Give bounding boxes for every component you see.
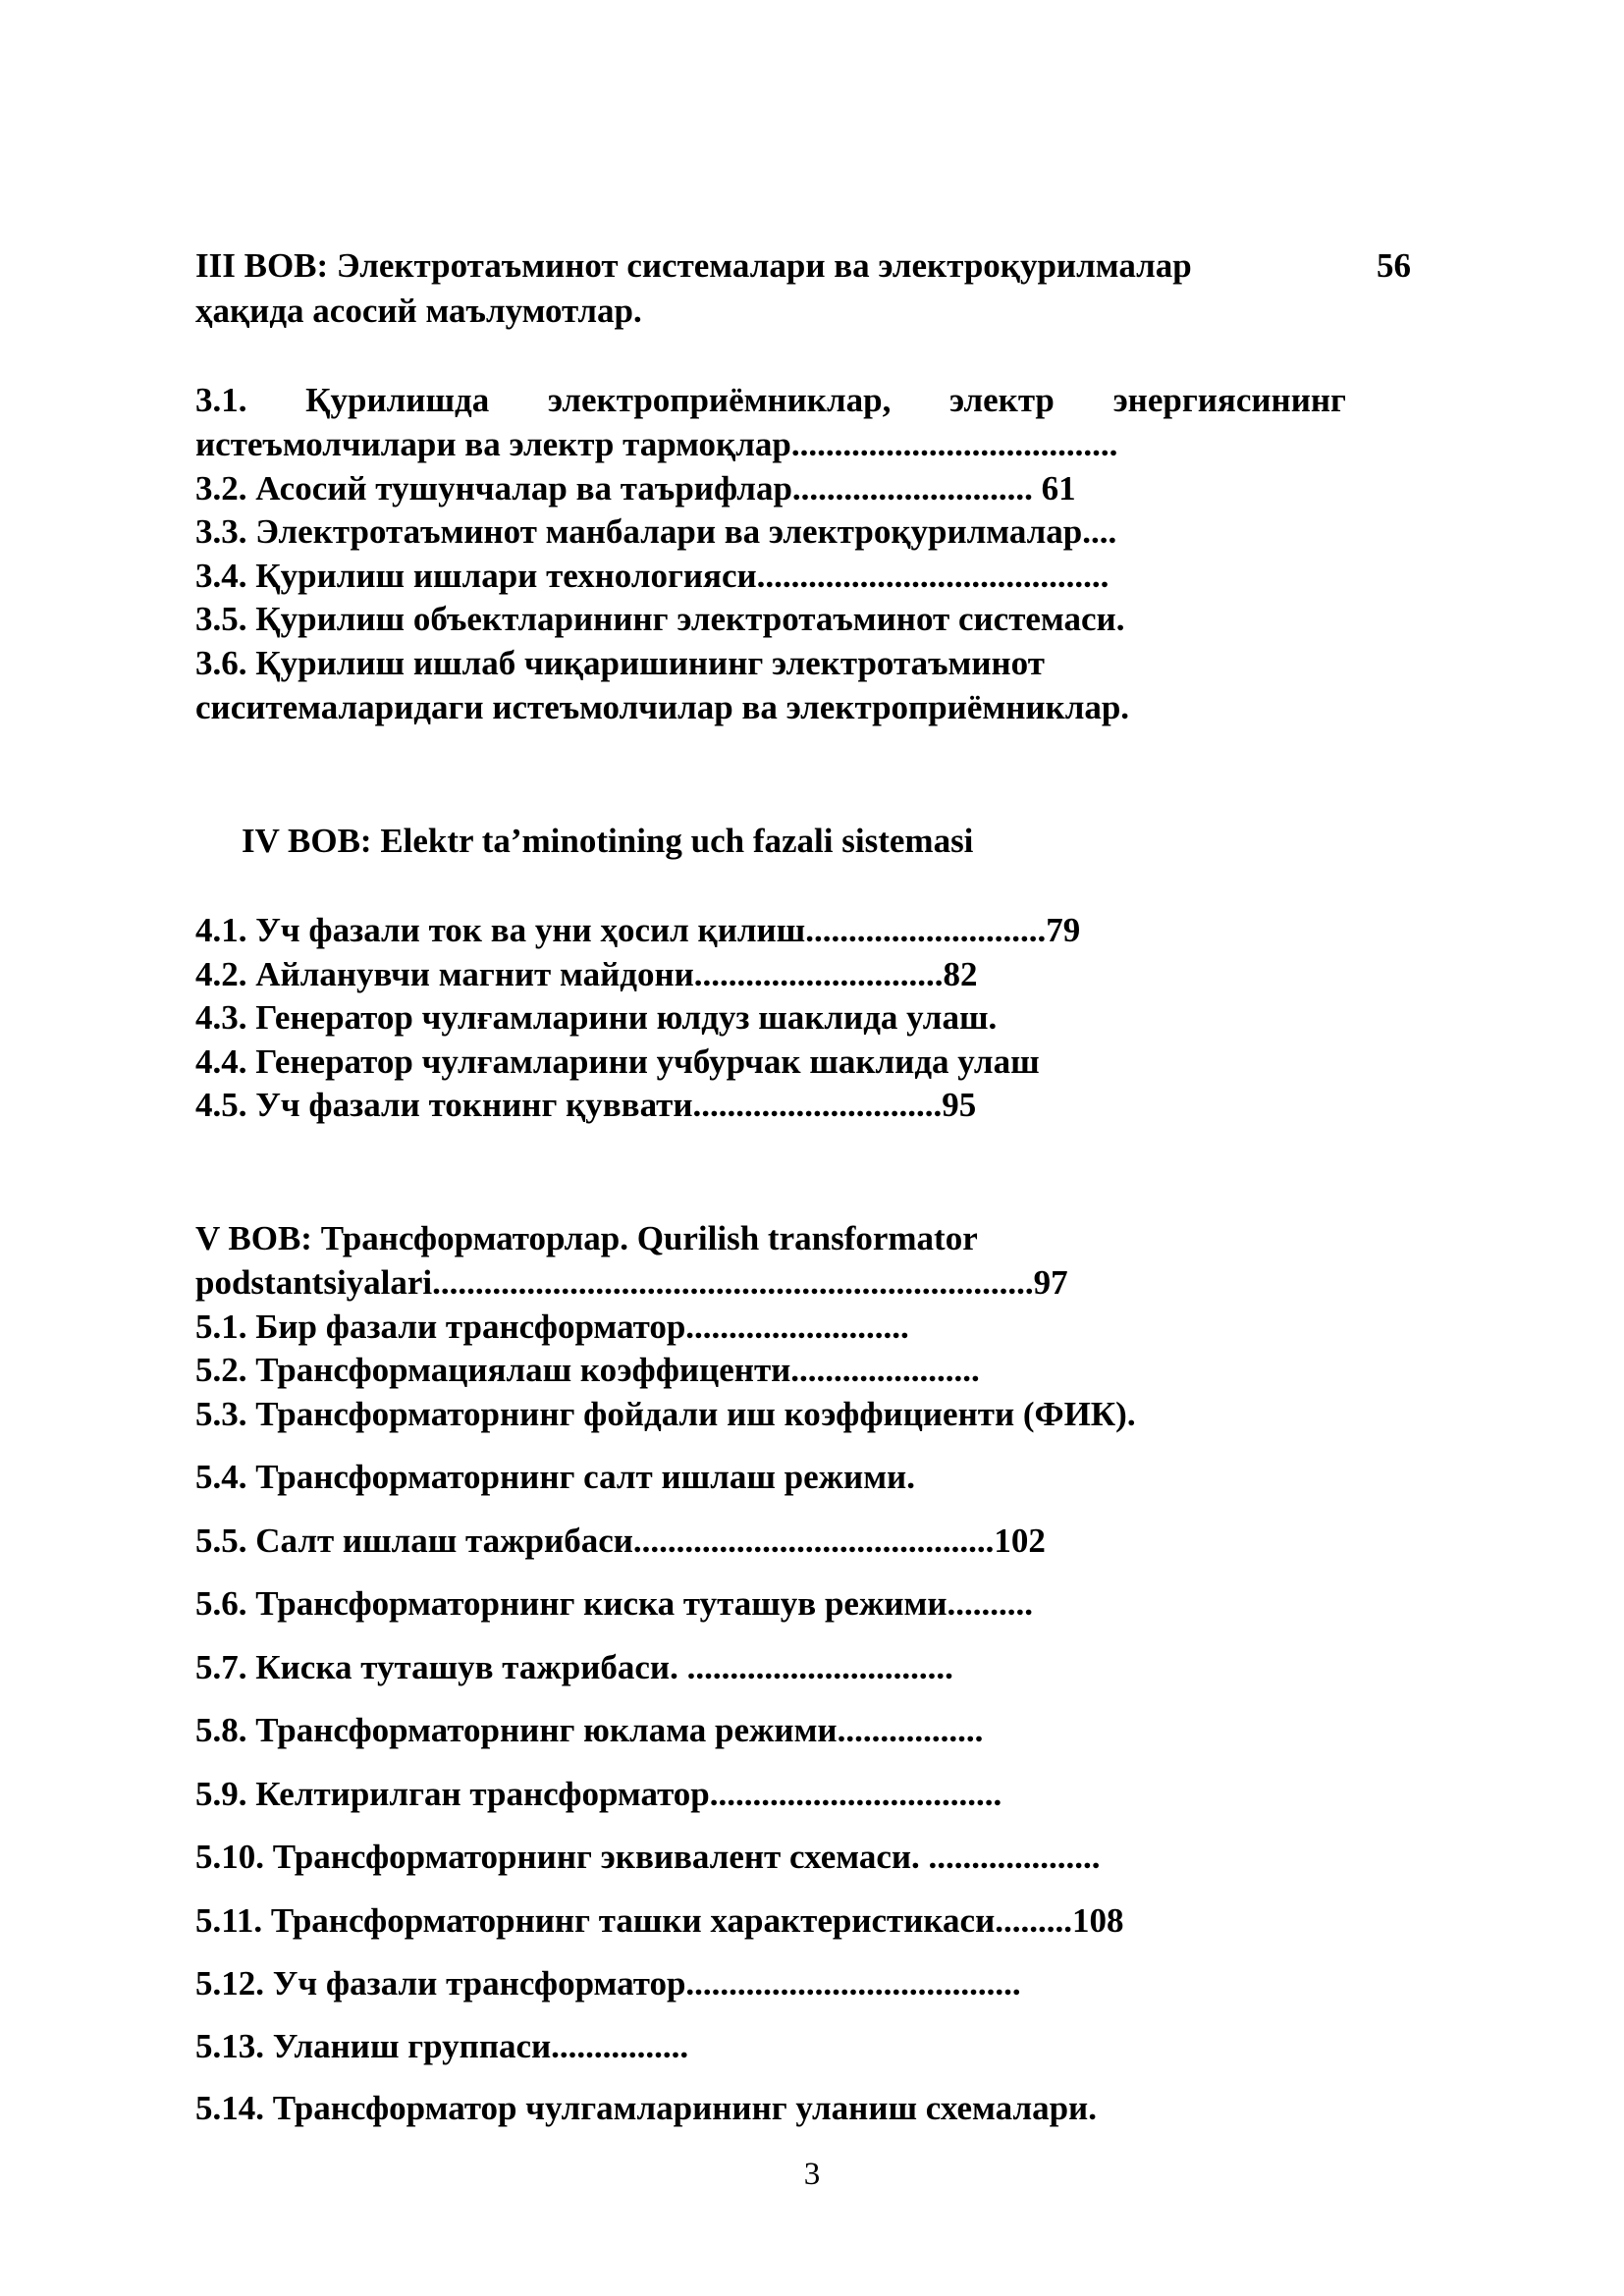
toc-entry-5-10: 5.10. Трансформаторнинг эквивалент схемаси. .................... (195, 1838, 1101, 1876)
chapter-3-title-text: III BOB: Электротаъминот системалари ва электроқурилмалар (195, 246, 1192, 285)
toc-entry-4-3: 4.3. Генератор чулғамларини юлдуз шаклида улаш. (195, 998, 998, 1037)
toc-entry-5-8: 5.8. Трансформаторнинг юклама режими................. (195, 1711, 984, 1749)
toc-entry-3-5: 3.5. Қурилиш объектларининг электротаъминот системаси. (195, 600, 1125, 638)
toc-entry-3-6-line1: 3.6. Қурилиш ишлаб чиқаришининг электротаъминот (195, 644, 1045, 682)
toc-word: Қурилишда (305, 381, 490, 419)
toc-word: 3.1. (195, 381, 247, 419)
toc-entry-4-5: 4.5. Уч фазали токнинг қуввати.............................95 (195, 1086, 977, 1124)
toc-entry-5-1: 5.1. Бир фазали трансформатор.......................... (195, 1308, 909, 1346)
toc-entry-5-12: 5.12. Уч фазали трансформатор....................................... (195, 1964, 1021, 2002)
chapter-5-title-line1: V BOB: Трансформаторлар. Qurilish transformator (195, 1219, 978, 1257)
toc-entry-3-4: 3.4. Қурилиш ишлари технологияси......................................... (195, 557, 1110, 595)
toc-entry-4-4: 4.4. Генератор чулғамларини учбурчак шаклида улаш (195, 1042, 1040, 1081)
toc-entry-5-13: 5.13. Уланиш группаси................ (195, 2027, 689, 2065)
chapter-4-title: IV BOB: Elektr ta’minotining uch fazali sistemasi (242, 822, 974, 860)
toc-entry-5-4: 5.4. Трансформаторнинг салт ишлаш режими. (195, 1458, 915, 1496)
toc-entry-3-6-line2: сиситемаларидаги истеъмолчилар ва электроприёмниклар. (195, 688, 1130, 726)
toc-word: электр (948, 381, 1055, 419)
toc-entry-3-2: 3.2. Асосий тушунчалар ва таърифлар............................ 61 (195, 469, 1076, 507)
toc-entry-5-2: 5.2. Трансформациялаш коэффиценти...................... (195, 1351, 980, 1389)
page-number: 3 (803, 2157, 821, 2192)
toc-entry-5-11: 5.11. Трансформаторнинг ташки характеристикаси.........108 (195, 1901, 1124, 1940)
toc-entry-3-3: 3.3. Электротаъминот манбалари ва электроқурилмалар.... (195, 512, 1117, 551)
toc-entry-5-5: 5.5. Салт ишлаш тажрибаси..........................................102 (195, 1522, 1046, 1560)
chapter-3-title-line2: ҳақида асосий маълумотлар. (195, 292, 642, 330)
toc-entry-5-7: 5.7. Киска туташув тажрибаси. ............................... (195, 1648, 953, 1686)
chapter-3-page-number: 56 (1377, 246, 1411, 285)
toc-entry-4-1: 4.1. Уч фазали ток ва уни ҳосил қилиш............................79 (195, 911, 1081, 949)
toc-entry-4-2: 4.2. Айланувчи магнит майдони.............................82 (195, 955, 978, 993)
toc-entry-5-14: 5.14. Трансформатор чулгамларининг уланиш схемалари. (195, 2089, 1097, 2127)
toc-entry-3-1-line1 (195, 379, 1346, 422)
toc-entry-3-1-line2: истеъмолчилари ва электр тармоқлар...................................... (195, 425, 1118, 463)
toc-entry-5-9: 5.9. Келтирилган трансформатор.................................. (195, 1775, 1002, 1813)
toc-word: энергиясининг (1112, 381, 1346, 419)
toc-entry-5-3: 5.3. Трансформаторнинг фойдали иш коэффициенти (ФИК). (195, 1395, 1136, 1433)
toc-word: электроприёмниклар, (547, 381, 892, 419)
chapter-5-title-line2: podstantsiyalari......................................................................97 (195, 1263, 1068, 1302)
toc-entry-5-6: 5.6. Трансформаторнинг киска туташув режими.......... (195, 1584, 1034, 1623)
chapter-3-title-line1 (195, 244, 1192, 288)
